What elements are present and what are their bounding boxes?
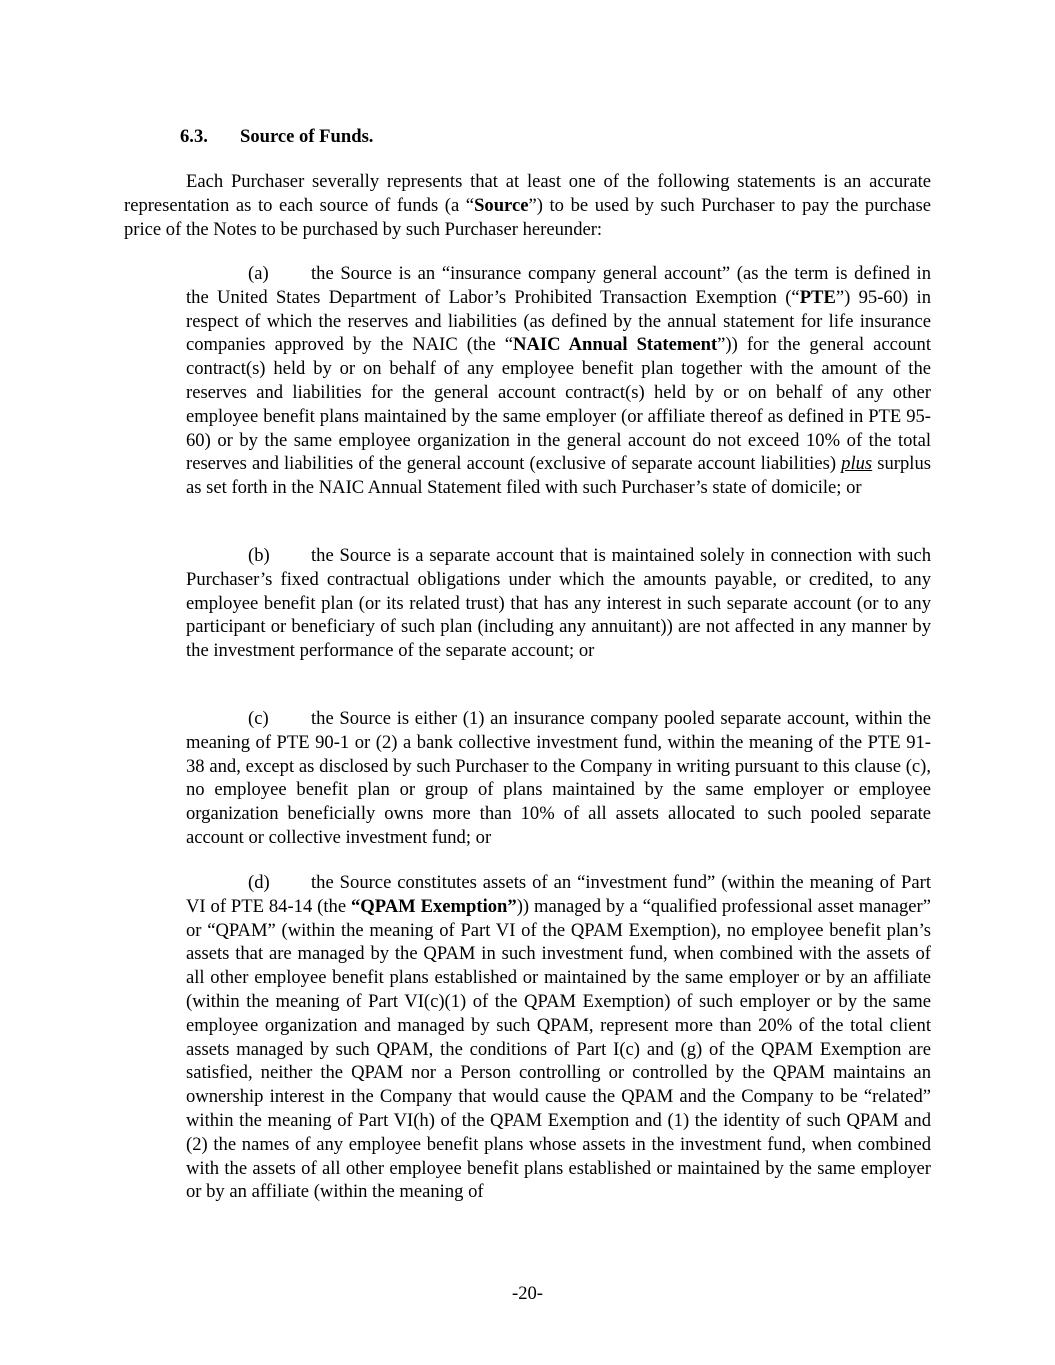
intro-text-1: Each Purchaser severally represents that at least one of the following statements is an accurate representation as to each source of funds (a “ bbox=[124, 171, 931, 216]
clause-a-text-2: ”) 95-60) in respect of which the reserves and liabilities (as defined by the annual statement for life insurance companies approved by the NAIC (the “ bbox=[186, 286, 931, 356]
clause-a-text-4: surplus as set forth in the NAIC Annual Statement filed with such Purchaser’s state of domicile; or bbox=[186, 453, 931, 499]
clause-d-text-1: the Source constitutes assets of an “investment fund” (within the meaning of Part VI of PTE 84-14 (the bbox=[186, 872, 931, 917]
clause-b-paragraph bbox=[186, 544, 931, 663]
clause-c-text: the Source is either (1) an insurance company pooled separate account, within the meaning of PTE 90-1 or (2) a bank collective investment fund, within the meaning of the PTE 91-38 and, except as disclosed by such Purchaser to the Company in writing pursuant to this clause (c), no employee benefit plan or group of plans maintained by the same employer or employee organization beneficially owns more than 10% of all assets allocated to such pooled separate account or collective investment fund; or bbox=[186, 708, 931, 848]
clause-d-label: (d) bbox=[248, 872, 270, 893]
section-heading bbox=[180, 125, 373, 149]
intro-paragraph bbox=[124, 170, 931, 241]
clause-c-paragraph bbox=[186, 707, 931, 850]
section-number: 6.3. bbox=[180, 126, 208, 147]
clause-c-label: (c) bbox=[248, 708, 269, 729]
clause-a-label: (a) bbox=[248, 263, 269, 284]
intro-text-2: ”) to be used by such Purchaser to pay the purchase price of the Notes to be purchased by such Purchaser hereunder: bbox=[124, 194, 932, 240]
defined-term-source: Source bbox=[474, 194, 529, 216]
page-number: -20- bbox=[512, 1283, 543, 1304]
defined-term-naic-annual-statement: NAIC Annual Statement bbox=[513, 334, 718, 356]
clause-a-text-1: the Source is an “insurance company general account” (as the term is defined in the United States Department of Labor’s Prohibited Transaction Exemption (“ bbox=[186, 263, 931, 308]
clause-b-text: the Source is a separate account that is maintained solely in connection with such Purchaser’s fixed contractual obligations under which the amounts payable, or credited, to any employee benefit plan (or its related trust) that has any interest in such separate account (or to any participant or beneficiary of such plan (including any annuitant)) are not affected in any manner by the investment performance of the separate account; or bbox=[186, 545, 931, 662]
defined-term-qpam-exemption: “QPAM Exemption” bbox=[350, 895, 517, 917]
clause-a-text-3: ”)) for the general account contract(s) held by or on behalf of any employee benefit plan together with the amount of the reserves and liabilities for the general account contract(s) held by or on behalf of any other employee benefit plans maintained by the same employer (or affiliate thereof as defined in PTE 95-60) or by the same employee organization in the general account do not exceed 10% of the total reserves and liabilities of the general account (exclusive of separate account liabilities) bbox=[186, 334, 931, 475]
clause-b-label: (b) bbox=[248, 545, 270, 566]
clause-a-paragraph bbox=[186, 262, 931, 500]
section-title: Source of Funds. bbox=[240, 126, 374, 147]
emphasis-plus: plus bbox=[841, 453, 873, 475]
clause-d-paragraph bbox=[186, 871, 931, 1204]
defined-term-pte: PTE bbox=[799, 286, 836, 308]
clause-d-text-2: )) managed by a “qualified professional asset manager” or “QPAM” (within the meaning of Part VI of the QPAM Exemption), no employee benefit plan’s assets that are managed by the QPAM in such investment fund, when combined with the assets of all other employee benefit plans established or maintained by the same employer or by an affiliate (within the meaning of Part VI(c)(1) of the QPAM Exemption) of such employer or by the same employee organization and managed by such QPAM, represent more than 20% of the total client assets managed by such QPAM, the conditions of Part I(c) and (g) of the QPAM Exemption are satisfied, neither the QPAM nor a Person controlling or controlled by the QPAM maintains an ownership interest in the Company that would cause the QPAM and the Company to be “related” within the meaning of Part VI(h) of the QPAM Exemption and (1) the identity of such QPAM and (2) the names of any employee benefit plans whose assets in the investment fund, when combined with the assets of all other employee benefit plans established or maintained by the same employer or by an affiliate (within the meaning of bbox=[186, 895, 931, 1203]
